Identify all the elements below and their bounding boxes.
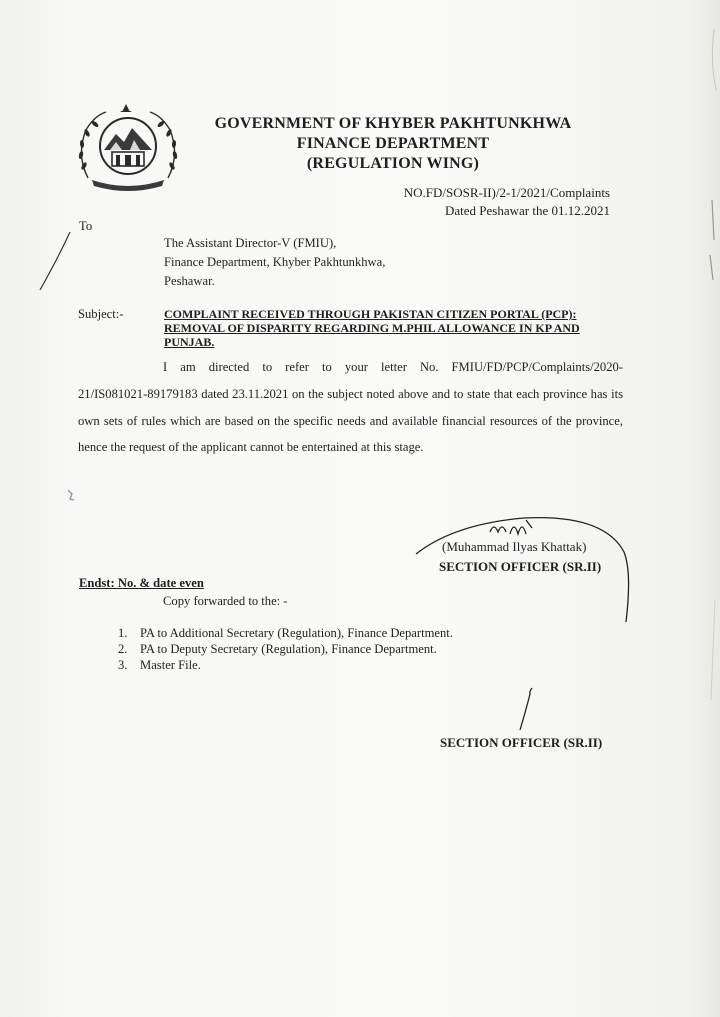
endorsement-title: Endst: No. & date even bbox=[79, 576, 204, 590]
letterhead-department: FINANCE DEPARTMENT bbox=[296, 135, 490, 152]
list-item bbox=[118, 642, 437, 657]
list-text: Master File. bbox=[140, 658, 201, 672]
reference-number: NO.FD/SOSR-II)/2-1/2021/Complaints bbox=[403, 185, 610, 200]
government-emblem-icon bbox=[70, 100, 186, 192]
scan-speck-mark bbox=[64, 488, 78, 502]
scan-edge-marks bbox=[700, 0, 720, 1017]
body-first-line: I am directed to refer to your letter No. FMIU/FD/PCP/Complaints/2020- bbox=[163, 360, 623, 374]
list-number: 3. bbox=[118, 658, 128, 672]
list-text: PA to Deputy Secretary (Regulation), Finance Department. bbox=[140, 642, 437, 656]
letterhead-government: GOVERNMENT OF KHYBER PAKHTUNKHWA bbox=[214, 115, 572, 132]
initial-mark bbox=[516, 686, 536, 734]
body-paragraph: 21/IS081021-89179183 dated 23.11.2021 on the subject noted above and to state that each province has its own sets of rules which are based on the specific needs and available financial resources of the province, hence the request of the applicant cannot be entertained at this stage. bbox=[78, 387, 623, 454]
list-item bbox=[118, 626, 453, 641]
signatory-name: (Muhammad Ilyas Khattak) bbox=[442, 539, 587, 554]
list-number: 2. bbox=[118, 642, 128, 656]
letterhead-wing: (REGULATION WING) bbox=[306, 155, 480, 172]
subject-text: COMPLAINT RECEIVED THROUGH PAKISTAN CITIZEN PORTAL (PCP): REMOVAL OF DISPARITY REGARDING M.PHIL ALLOWANCE IN KP AND PUNJAB. bbox=[164, 307, 580, 349]
list-text: PA to Additional Secretary (Regulation), Finance Department. bbox=[140, 626, 453, 640]
addressee-line-2: Finance Department, Khyber Pakhtunkhwa, bbox=[164, 255, 386, 269]
addressee-line-1: The Assistant Director-V (FMIU), bbox=[164, 236, 337, 250]
addressee-line-3: Peshawar. bbox=[164, 274, 215, 288]
list-number: 1. bbox=[118, 626, 128, 640]
endorsement-designation: SECTION OFFICER (SR.II) bbox=[440, 735, 603, 750]
copy-forwarded-label: Copy forwarded to the: - bbox=[163, 594, 288, 608]
list-item bbox=[118, 658, 201, 673]
signatory-designation: SECTION OFFICER (SR.II) bbox=[439, 559, 602, 574]
subject-label: Subject:- bbox=[78, 307, 124, 321]
pen-stroke-mark bbox=[36, 228, 76, 294]
to-label: To bbox=[79, 219, 93, 233]
reference-date: Dated Peshawar the 01.12.2021 bbox=[445, 203, 610, 218]
